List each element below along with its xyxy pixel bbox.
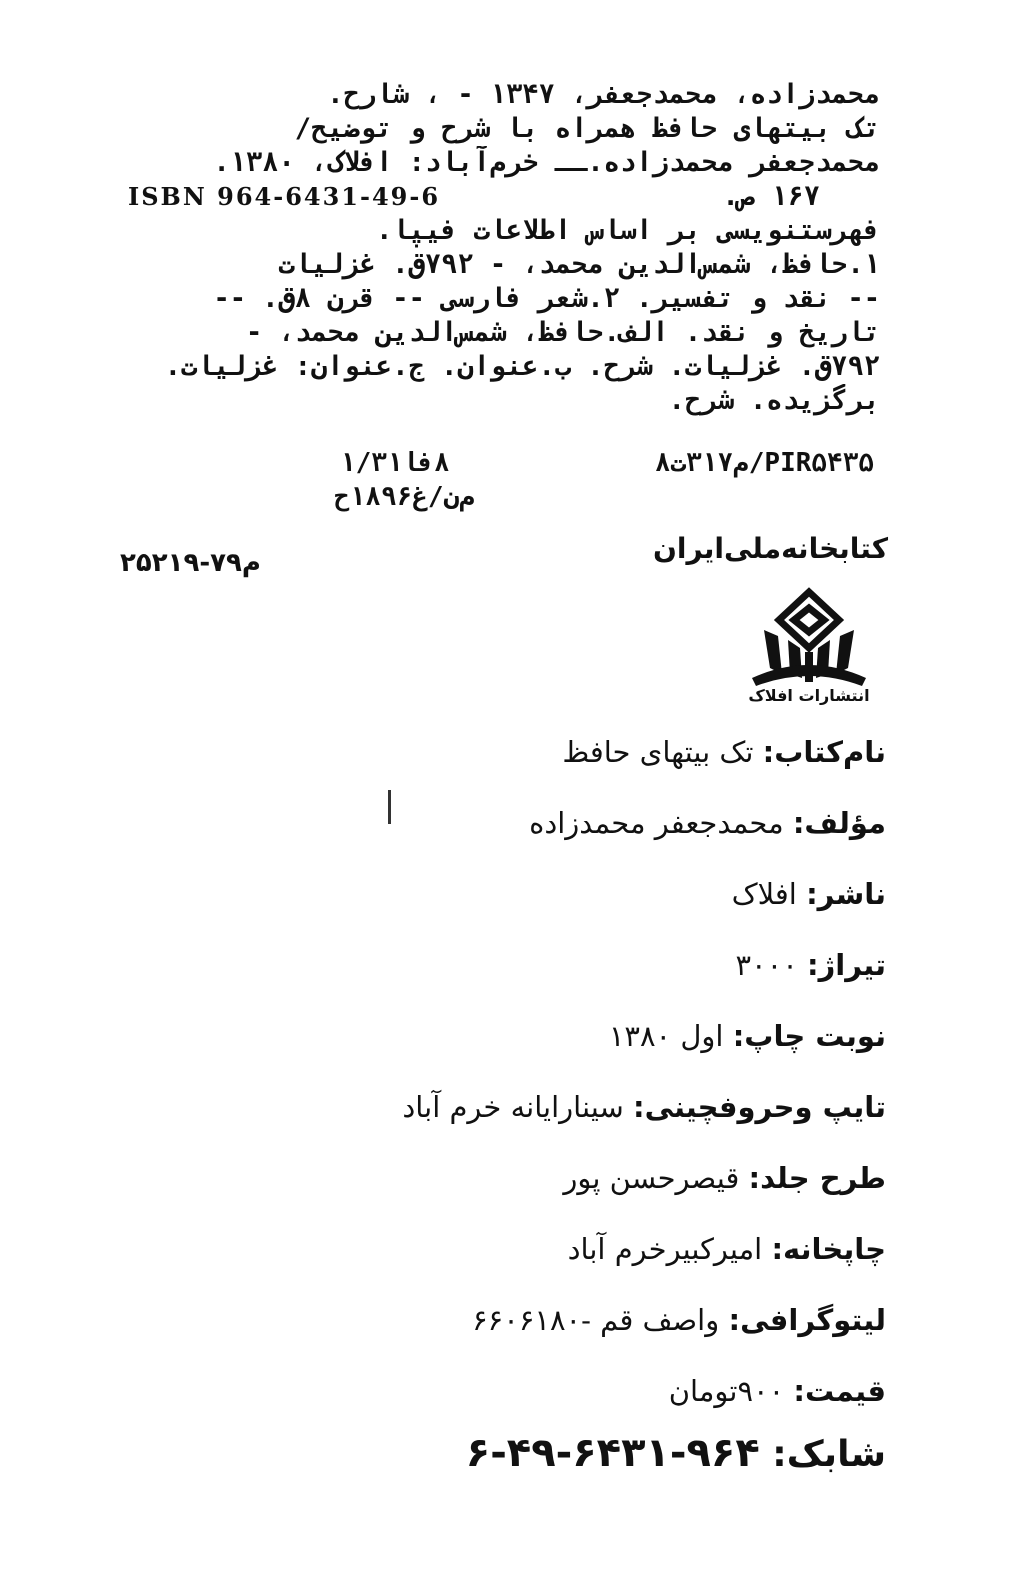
detail-value: ۹۰۰تومان [668,1374,785,1408]
shabak-line [466,1430,886,1476]
detail-label: طرح جلد: [748,1161,886,1195]
detail-label: چاپخانه: [771,1232,886,1266]
detail-label: نام‌کتاب: [762,735,886,769]
detail-label: قیمت: [793,1374,886,1408]
detail-row-lithography [186,1303,886,1374]
detail-label: تایپ وحروفچینی: [633,1090,886,1124]
lc-classification: PIR۵۴۳۵/م۳۱۷ت۸ [654,448,874,478]
cip-line: ۱.حافظ، شمس‌الدین محمد، - ۷۹۲ق. غزلیات [278,249,880,280]
detail-row-typesetting [186,1090,886,1161]
cip-line: فهرستنویسی بر اساس اطلاعات فیپا. [376,215,880,246]
detail-label: لیتوگرافی: [728,1303,886,1337]
cip-line: تک بیتهای حافظ همراه با شرح و توضیح/ [294,113,880,144]
dewey-cutter: م‌ن/غ۱۸۹۶ح [334,482,475,512]
publisher-logo-caption: انتشارات افلاک [748,686,870,705]
shabak-label: شابک: [772,1434,886,1475]
detail-value: ۳۰۰۰ [735,948,798,982]
national-library-name: کتابخانه‌ملی‌ایران [652,532,888,565]
cip-line: ۷۹۲ق. غزلیات. شرح. ب.عنوان. ج.عنوان: غزلیات. [164,351,880,382]
cip-line: محمدزاده، محمدجعفر، ۱۳۴۷ - ، شارح. [327,79,880,110]
detail-label: تیراژ: [807,948,886,982]
cip-line: محمدجعفر محمدزاده.ــ خرم‌آباد: افلاک، ۱۳۸۰. [213,147,880,178]
shabak-value: ۹۶۴-۶۴۳۱-۴۹-۶ [465,1430,760,1476]
detail-row-printing-house [186,1232,886,1303]
detail-value: قیصرحسن پور [563,1161,740,1195]
isbn-text: ISBN 964-6431-49-6 [128,182,441,211]
isbn-row [120,180,880,214]
detail-row-publisher [186,877,886,948]
detail-row-edition [186,1019,886,1090]
dewey-classification: ۸فا۱/۳۱ [340,448,450,478]
cip-line: -- نقد و تفسیر. ۲.شعر فارسی -- قرن ۸ق. -- [213,283,880,314]
detail-label: نوبت چاپ: [732,1019,886,1053]
page-count: ۱۶۷ ص. [722,181,820,212]
detail-label: مؤلف: [792,806,886,840]
detail-value: محمدجعفر محمدزاده [529,806,784,840]
detail-value: امیرکبیرخرم آباد [567,1232,763,1266]
cip-record [120,78,880,418]
detail-row-cover-design [186,1161,886,1232]
detail-row-title [186,735,886,806]
detail-value: افلاک [731,877,797,911]
detail-row-print-run [186,948,886,1019]
detail-value: واصف قم -۶۶۰۶۱۸۰ [472,1303,720,1337]
book-details [186,735,886,1445]
detail-row-author [186,806,886,877]
detail-label: ناشر: [806,877,886,911]
detail-value: سینارایانه خرم آباد [402,1090,624,1124]
cip-line: برگزیده. شرح. [668,385,880,416]
national-library-number: م۷۹-۲۵۲۱۹ [120,548,261,578]
detail-value: اول ۱۳۸۰ [608,1019,724,1053]
detail-value: تک بیتهای حافظ [562,735,754,769]
cip-line: تاریخ و نقد. الف.حافظ، شمس‌الدین محمد، - [246,317,880,348]
